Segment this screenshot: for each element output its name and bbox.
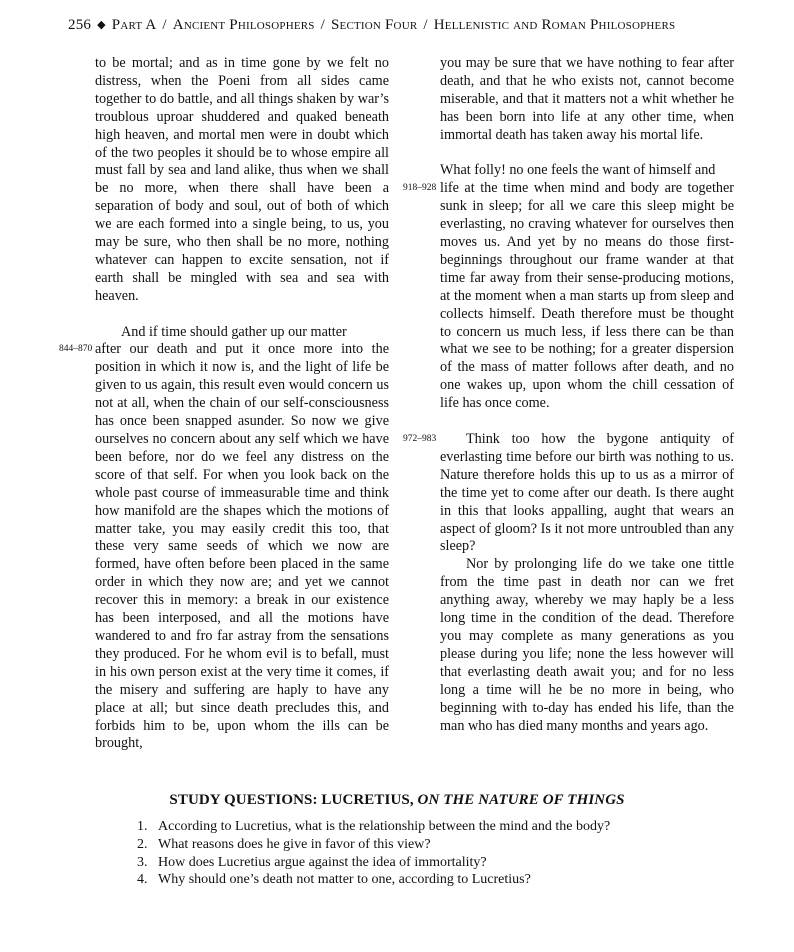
part-label: Part A xyxy=(111,17,157,33)
study-questions-title xyxy=(0,792,794,809)
title-prefix: STUDY QUESTIONS: LUCRETIUS, xyxy=(169,792,418,808)
paragraph-intro: What folly! no one feels the want of himself and xyxy=(440,162,716,179)
question-text: Why should one’s death not matter to one, according to Lucretius? xyxy=(158,872,531,888)
study-questions-list xyxy=(137,818,610,889)
work-title: ON THE NATURE OF THINGS xyxy=(417,792,625,808)
question-number: 2. xyxy=(137,836,148,852)
line-number-ref: 972–983 xyxy=(403,434,437,444)
line-number-ref: 918–928 xyxy=(403,183,437,194)
question-text: What reasons does he give in favor of this view? xyxy=(158,836,431,852)
paragraph: to be mortal; and as in time gone by we felt no distress, when the Poeni from all sides came together to do battle, and all things shaken by war’s troublous uproar shuddered and quaked beneath high heaven, and mortal men were in doubt which of the two peoples it should be to whose empire all must fall by sea and land alike, thus when we shall be no more, when there shall have been a separation of body and soul, out of both of which we are each formed into a single being, to us, you may be sure, who then shall be no more, nothing whatever can happen to excite sensation, not if earth shall be mingled with sea and sea with heaven. xyxy=(95,55,389,304)
list-item xyxy=(137,818,610,836)
right-column xyxy=(403,55,734,735)
paragraph-intro: And if time should gather up our matter xyxy=(121,323,347,340)
subsection-title: Hellenistic and Roman Philosophers xyxy=(433,17,676,33)
question-number: 4. xyxy=(137,872,148,888)
separator: / xyxy=(423,17,428,33)
paragraph xyxy=(403,431,734,556)
section-title: Ancient Philosophers xyxy=(172,17,315,33)
line-number-ref: 844–870 xyxy=(59,344,93,355)
section-label: Section Four xyxy=(331,17,418,33)
paragraph: Nor by prolonging life do we take one tittle from the time past in death nor can we fret anything away, whereby we may haply be a less long time in the condition of the dead. Therefore you may complete as many generations as you please during you life; none the less however will that everlasting death await you; and for no less long a time will he be no more in being, who beginning with to-day has ended his life, than the man who has died many months and years ago. xyxy=(440,556,734,734)
paragraph-body: life at the time when mind and body are together sunk in sleep; for all we care this sleep might be everlasting, no craving whatever for ourselves then moves us. And yet by no means do those first-beginnings throughout our frame wander at that time far away from their sense-producing motions, at the moment when a man starts up from sleep and collects himself. Death therefore must be thought to concern us much less, if less there can be than what we see to be nothing; for a greater dispersion of the mass of matter follows after death, and no one wakes up, upon whom the chill cessation of life has once come. xyxy=(440,180,734,412)
list-item xyxy=(137,854,610,872)
question-text: How does Lucretius argue against the idea of immortality? xyxy=(158,854,487,870)
diamond-bullet-icon: ◆ xyxy=(97,19,106,31)
running-head xyxy=(68,17,675,34)
paragraph xyxy=(403,180,734,413)
separator: / xyxy=(162,17,167,33)
question-number: 3. xyxy=(137,854,148,870)
list-item xyxy=(137,871,610,889)
paragraph: you may be sure that we have nothing to fear after death, and that he who exists not, cannot become miserable, and that it matters not a whit whether he has been born into life at any other time, when immortal death has taken away his mortal life. xyxy=(440,55,734,143)
page-number: 256 xyxy=(68,17,92,33)
left-column xyxy=(59,55,389,753)
question-number: 1. xyxy=(137,819,148,834)
separator: / xyxy=(320,17,325,33)
paragraph xyxy=(59,341,389,753)
question-text: According to Lucretius, what is the relationship between the mind and the body? xyxy=(158,819,611,834)
paragraph-body: after our death and put it once more into the position in which it now is, and the light of life be given to us again, this result even would concern us not at all, when the chain of our self-consciousness has once been snapped asunder. So now we give ourselves no concern about any self which we have been before, nor do we feel any distress on the score of that self. For when you look back on the whole past course of immeasurable time and think how manifold are the shapes which the motions of matter take, you may easily credit this too, that these very same seeds of which we now are formed, have often before been placed in the same order in which they now are; and yet we cannot recover this in memory: a break in our existence has been interposed, and all the motions have wandered to and fro far astray from the sensations they produced. For he whom evil is to befall, must in his own person exist at the very time it comes, if the misery and suffering are haply to have any place at all; but since death precludes this, and forbids him to be, upon whom the ills can be brought, xyxy=(95,341,389,752)
list-item xyxy=(137,836,610,854)
paragraph-body: Think too how the bygone antiquity of everlasting time before our birth was nothing to us. Nature therefore holds this up to us as a mirror of the time yet to come after our death. Is there aught in this that looks appalling, aught that wears an aspect of gloom? Is it not more untroubled than any sleep? xyxy=(440,431,734,555)
